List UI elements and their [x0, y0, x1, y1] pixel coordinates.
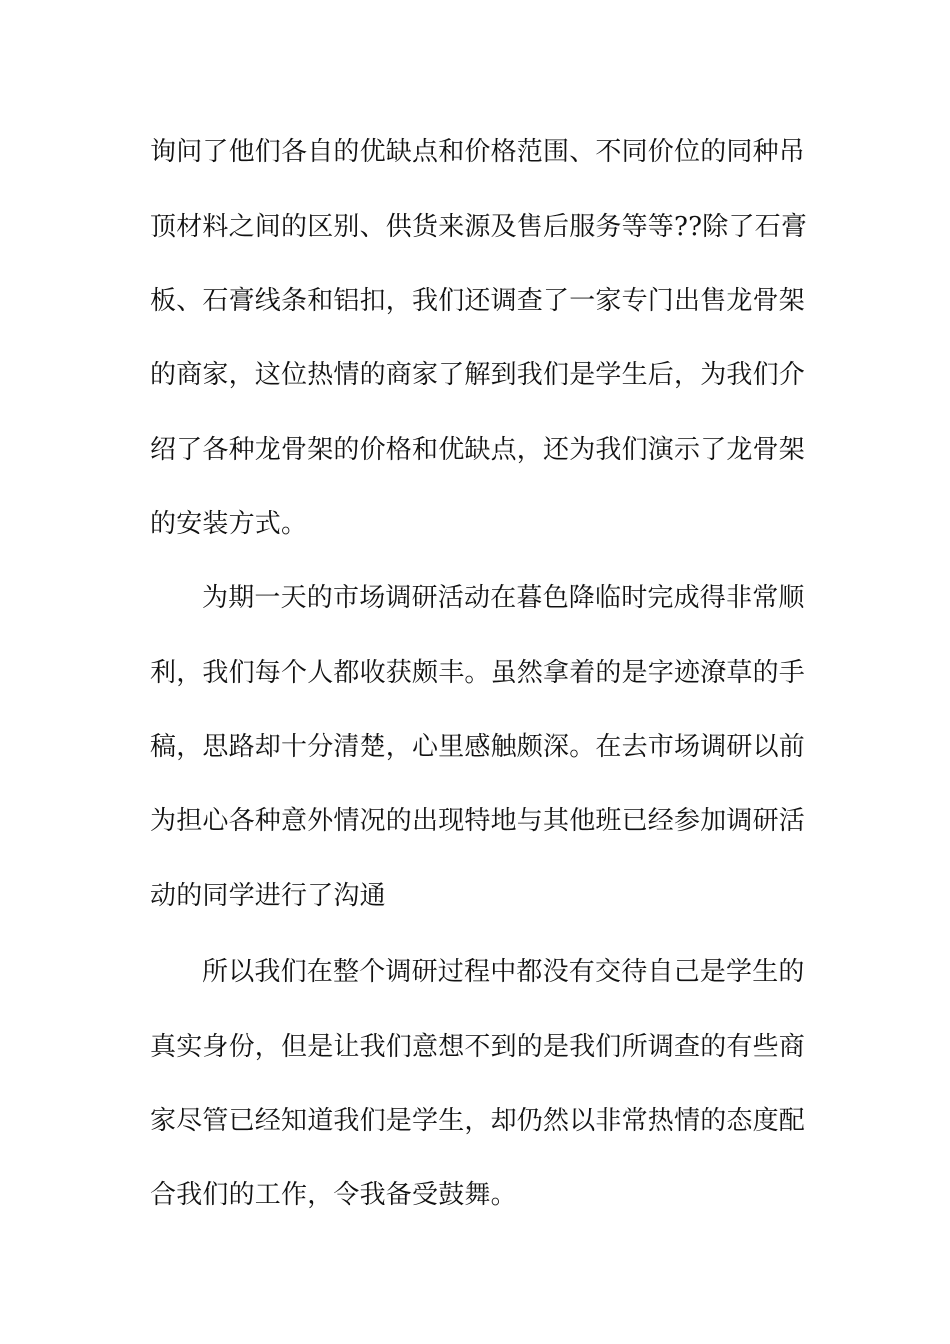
text-line-13: 真实身份，但是让我们意想不到的是我们所调查的有些商: [150, 1032, 806, 1062]
text-line-8: 利，我们每个人都收获颇丰。虽然拿着的是字迹潦草的手: [150, 658, 806, 688]
text-line-3: 板、石膏线条和铝扣，我们还调查了一家专门出售龙骨架: [150, 286, 806, 316]
text-line-4: 的商家，这位热情的商家了解到我们是学生后，为我们介: [150, 360, 806, 390]
text-line-2: 顶材料之间的区别、供货来源及售后服务等等??除了石膏: [150, 212, 808, 242]
text-line-1: 询问了他们各自的优缺点和价格范围、不同价位的同种吊: [150, 137, 806, 167]
text-line-10: 为担心各种意外情况的出现特地与其他班已经参加调研活: [150, 806, 806, 836]
text-line-14: 家尽管已经知道我们是学生，却仍然以非常热情的态度配: [150, 1106, 806, 1136]
text-line-6: 的安装方式。: [150, 509, 308, 539]
text-line-12: 所以我们在整个调研过程中都没有交待自己是学生的: [202, 957, 805, 987]
text-line-11: 动的同学进行了沟通: [150, 881, 386, 911]
text-line-5: 绍了各种龙骨架的价格和优缺点，还为我们演示了龙骨架: [150, 435, 806, 465]
text-line-15: 合我们的工作，令我备受鼓舞。: [150, 1180, 517, 1210]
text-line-7: 为期一天的市场调研活动在暮色降临时完成得非常顺: [202, 583, 805, 613]
text-line-9: 稿，思路却十分清楚，心里感触颇深。在去市场调研以前: [150, 732, 806, 762]
